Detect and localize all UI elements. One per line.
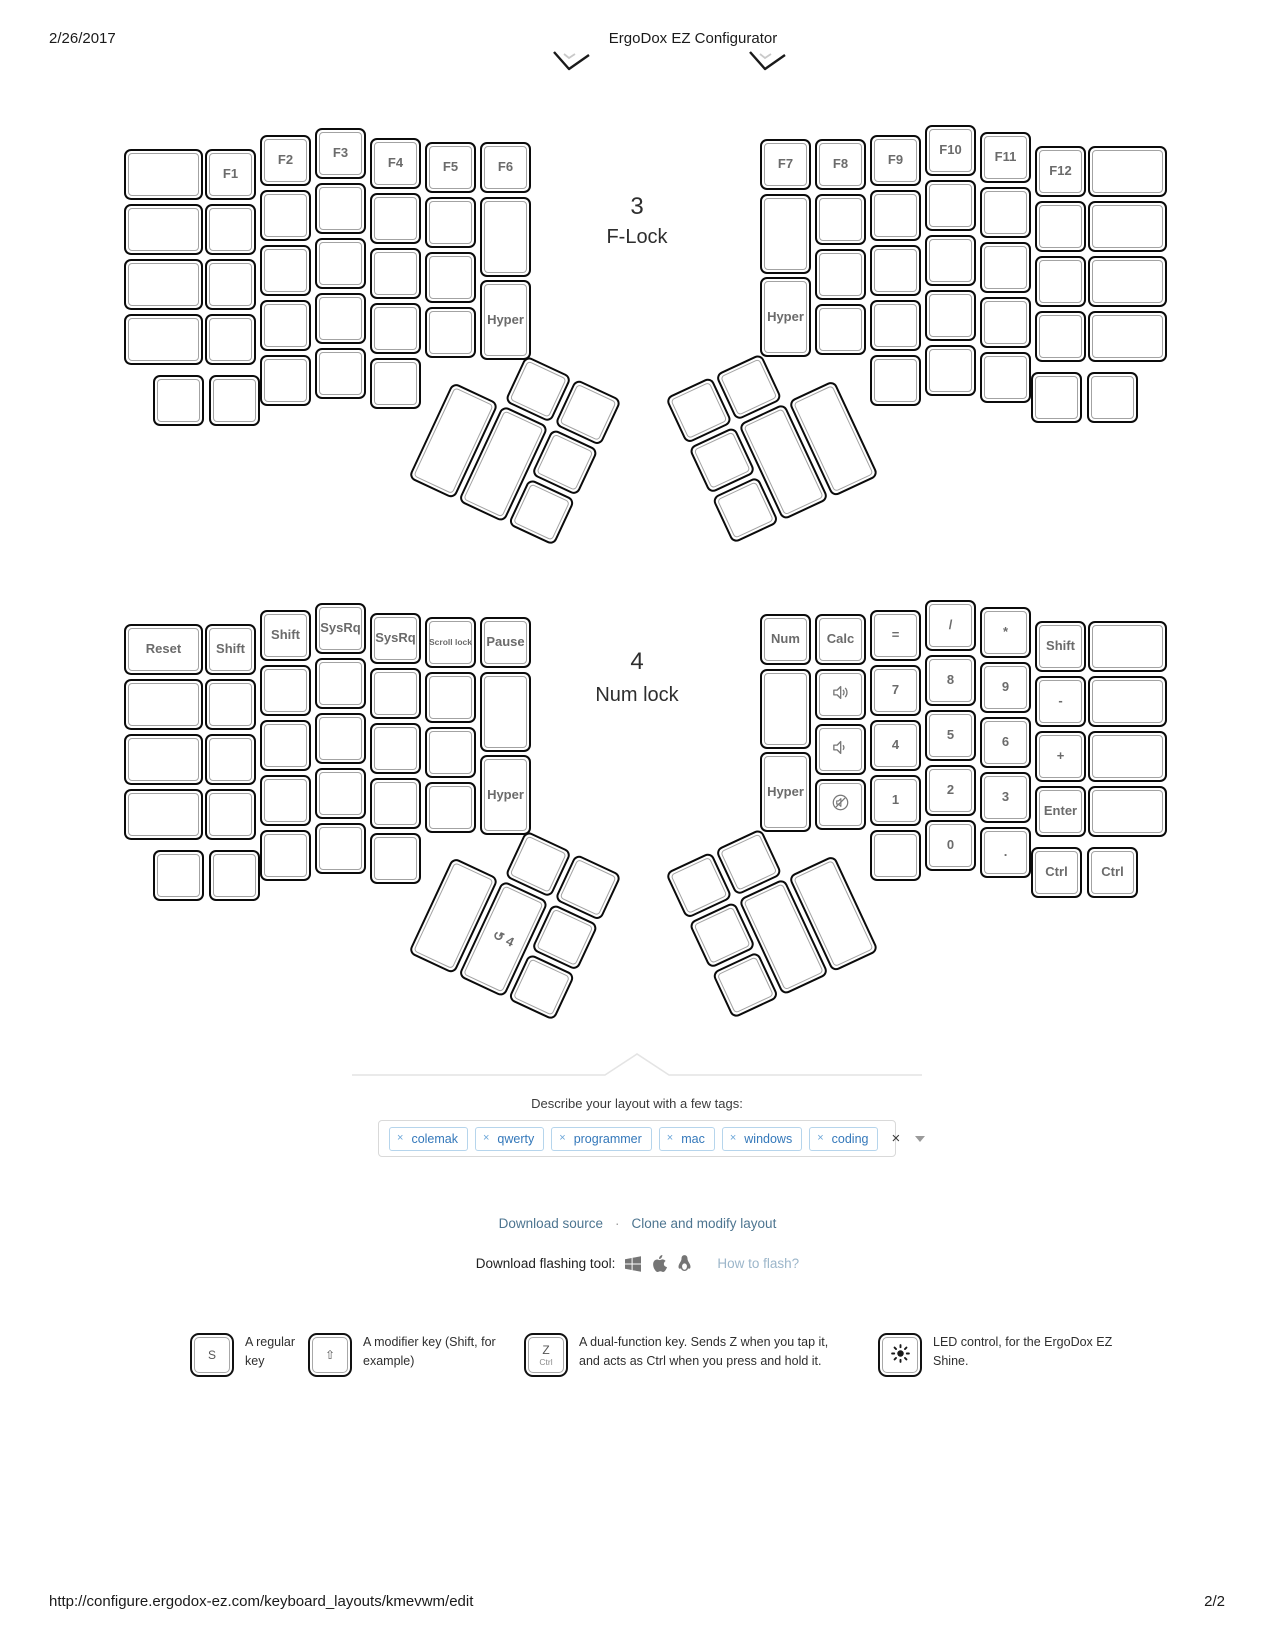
key[interactable]	[760, 139, 811, 190]
key[interactable]	[425, 252, 476, 303]
keycap-label: 3	[1001, 789, 1010, 805]
key[interactable]	[870, 190, 921, 241]
key[interactable]	[425, 727, 476, 778]
key[interactable]	[425, 197, 476, 248]
key[interactable]	[925, 125, 976, 176]
keycap-label: Reset	[145, 641, 182, 657]
keycap-label	[502, 463, 504, 464]
key[interactable]	[815, 194, 866, 245]
key[interactable]	[1035, 786, 1086, 837]
cutoff-key-outline-left	[552, 46, 592, 74]
key[interactable]	[480, 197, 531, 277]
tag-chip[interactable]	[659, 1127, 715, 1151]
key[interactable]	[925, 345, 976, 396]
tag-label: qwerty	[497, 1131, 535, 1146]
key[interactable]	[260, 355, 311, 406]
key[interactable]	[1087, 372, 1138, 423]
key[interactable]	[1088, 201, 1167, 252]
key[interactable]	[315, 603, 366, 654]
key[interactable]	[260, 665, 311, 716]
remove-tag-icon[interactable]: ×	[666, 1132, 674, 1144]
led-keycap	[878, 1333, 922, 1377]
key[interactable]	[425, 142, 476, 193]
keycap-label: ↺ 4	[490, 926, 517, 950]
key[interactable]	[315, 128, 366, 179]
keycap-label: F7	[777, 156, 794, 172]
keycap-label	[744, 985, 746, 986]
keycap-label: F3	[332, 145, 349, 161]
keycap-label: Shift	[271, 627, 300, 643]
remove-tag-icon[interactable]: ×	[397, 1132, 404, 1144]
key[interactable]	[315, 183, 366, 234]
key[interactable]	[980, 187, 1031, 238]
clear-tags-button[interactable]: ×	[891, 1130, 901, 1147]
legend-text: LED control, for the ErgoDox EZ Shine.	[933, 1335, 1113, 1368]
layer3-name: F-Lock	[606, 226, 668, 248]
keycap-label: F12	[1049, 163, 1072, 179]
tag-chip[interactable]	[389, 1127, 468, 1151]
tag-label: mac	[681, 1131, 705, 1146]
tag-chip[interactable]	[475, 1127, 544, 1151]
key[interactable]	[260, 775, 311, 826]
key[interactable]	[815, 304, 866, 355]
tag-list	[389, 1127, 878, 1151]
key[interactable]	[124, 679, 203, 730]
keycap-label: -	[1058, 693, 1063, 709]
keycap-label	[564, 937, 566, 938]
volume-down-icon	[830, 738, 851, 760]
key[interactable]	[315, 823, 366, 874]
keycap-label	[587, 412, 589, 413]
keycap-label: Hyper	[487, 786, 524, 802]
clone-layout-link[interactable]: Clone and modify layout	[631, 1216, 777, 1231]
keycap-label	[698, 885, 700, 886]
key[interactable]	[1035, 146, 1086, 197]
key[interactable]	[315, 768, 366, 819]
keycap-label	[541, 512, 543, 513]
keycap-label: F8	[832, 156, 849, 172]
key[interactable]	[870, 775, 921, 826]
key[interactable]	[980, 242, 1031, 293]
key[interactable]	[205, 734, 256, 785]
keycap-label: F1	[222, 166, 239, 182]
key[interactable]	[815, 614, 866, 665]
key[interactable]	[124, 314, 203, 365]
led-icon	[890, 1343, 911, 1367]
tag-label: colemak	[411, 1131, 458, 1146]
keycap-label	[833, 438, 835, 439]
key[interactable]	[315, 658, 366, 709]
key[interactable]	[870, 610, 921, 661]
key[interactable]	[260, 610, 311, 661]
keycap-label	[698, 410, 700, 411]
download-source-link[interactable]: Download source	[498, 1216, 603, 1231]
key[interactable]	[925, 180, 976, 231]
key[interactable]	[1035, 621, 1086, 672]
key[interactable]	[370, 138, 421, 189]
key[interactable]	[980, 607, 1031, 658]
key[interactable]	[260, 135, 311, 186]
header-date: 2/26/2017	[49, 30, 116, 47]
key[interactable]	[260, 830, 311, 881]
key[interactable]	[1088, 731, 1167, 782]
key[interactable]	[870, 720, 921, 771]
tag-chip[interactable]	[722, 1127, 802, 1151]
tag-label: programmer	[573, 1131, 642, 1146]
keycap-label: Shift	[1046, 638, 1075, 654]
tags-input[interactable]	[378, 1120, 901, 1157]
key[interactable]	[370, 778, 421, 829]
legend-modifier-key	[308, 1333, 518, 1377]
keycap-label: Shift	[216, 641, 245, 657]
key[interactable]	[980, 662, 1031, 713]
key[interactable]	[1088, 786, 1167, 837]
tag-label: windows	[744, 1131, 793, 1146]
key[interactable]	[124, 734, 203, 785]
key[interactable]	[980, 352, 1031, 403]
key[interactable]	[870, 830, 921, 881]
keycap-label: Hyper	[767, 783, 804, 799]
key[interactable]	[1035, 731, 1086, 782]
key[interactable]	[1031, 372, 1082, 423]
keycap-label: F4	[387, 155, 404, 171]
keycap-label: 9	[1001, 679, 1010, 695]
windows-icon[interactable]	[624, 1255, 642, 1273]
key[interactable]	[480, 672, 531, 752]
key[interactable]	[315, 348, 366, 399]
key[interactable]	[370, 613, 421, 664]
remove-tag-icon[interactable]: ×	[482, 1132, 490, 1144]
keycap-label: .	[1003, 844, 1008, 860]
keycap-label: Pause	[486, 634, 525, 650]
key[interactable]	[870, 355, 921, 406]
key[interactable]	[315, 293, 366, 344]
key[interactable]	[370, 303, 421, 354]
keycap-label	[537, 389, 539, 390]
keycap-label	[833, 913, 835, 914]
key[interactable]	[480, 617, 531, 668]
keycap-label	[783, 936, 785, 937]
key[interactable]	[260, 720, 311, 771]
keycap-label: SysRq	[375, 630, 416, 646]
key[interactable]	[370, 358, 421, 409]
keycap-label: +	[1056, 748, 1065, 764]
key[interactable]	[815, 724, 866, 775]
modifier-keycap	[308, 1333, 352, 1377]
key[interactable]	[1088, 256, 1167, 307]
key[interactable]	[425, 672, 476, 723]
key[interactable]	[1035, 256, 1086, 307]
key[interactable]	[980, 827, 1031, 878]
keycap-label: SysRq	[320, 620, 361, 636]
keycap-label: F9	[887, 152, 904, 168]
keycap-label: Hyper	[487, 311, 524, 327]
key[interactable]	[205, 149, 256, 200]
keycap-sublabel: Ctrl	[539, 1357, 553, 1367]
key[interactable]	[124, 149, 203, 200]
legend-regular-key	[190, 1333, 317, 1377]
keycap-label: Ctrl	[1101, 864, 1124, 880]
how-to-flash-link[interactable]: How to flash?	[717, 1256, 800, 1271]
key[interactable]	[1088, 676, 1167, 727]
tag-label: coding	[831, 1131, 869, 1146]
key[interactable]	[124, 624, 203, 675]
keycap-label	[587, 887, 589, 888]
dual-function-keycap	[524, 1333, 568, 1377]
key[interactable]	[925, 235, 976, 286]
layer4-number: 4	[630, 648, 644, 675]
key[interactable]	[124, 204, 203, 255]
key[interactable]	[1035, 201, 1086, 252]
keycap-label	[453, 440, 455, 441]
keycap-label: Calc	[826, 631, 855, 647]
key[interactable]	[260, 245, 311, 296]
layout-links	[0, 1216, 1275, 1231]
key[interactable]	[925, 290, 976, 341]
keycap-label	[721, 460, 723, 461]
layer3-number: 3	[630, 193, 644, 220]
keycap-label: 8	[946, 672, 955, 688]
key[interactable]	[205, 624, 256, 675]
key[interactable]	[370, 248, 421, 299]
tags-prompt: Describe your layout with a few tags:	[531, 1096, 743, 1111]
legend-text: A regular key	[245, 1335, 296, 1368]
key[interactable]	[153, 850, 204, 901]
keycap-label: Z	[542, 1343, 550, 1357]
keycap-label: F5	[442, 159, 459, 175]
keycap-label	[541, 987, 543, 988]
keycap-label: S	[207, 1348, 216, 1362]
footer-url: http://configure.ergodox-ez.com/keyboard_layouts/kmevwm/edit	[49, 1593, 474, 1610]
footer-page-number: 2/2	[1204, 1593, 1225, 1610]
keycap-label: Enter	[1043, 803, 1078, 819]
regular-keycap	[190, 1333, 234, 1377]
remove-tag-icon[interactable]: ×	[559, 1132, 566, 1144]
key[interactable]	[925, 710, 976, 761]
key[interactable]	[815, 249, 866, 300]
key[interactable]	[370, 723, 421, 774]
keycap-label: 0	[946, 837, 955, 853]
keycap-label: F10	[939, 142, 962, 158]
key[interactable]	[870, 135, 921, 186]
key[interactable]	[870, 245, 921, 296]
key[interactable]	[124, 789, 203, 840]
key[interactable]	[1087, 847, 1138, 898]
key[interactable]	[980, 772, 1031, 823]
key[interactable]	[925, 820, 976, 871]
key[interactable]	[1031, 847, 1082, 898]
keycap-label: =	[891, 627, 900, 643]
shift-arrow-icon: ⇧	[324, 1348, 336, 1362]
keycap-label: 6	[1001, 734, 1010, 750]
remove-tag-icon[interactable]: ×	[817, 1132, 824, 1144]
key[interactable]	[209, 375, 260, 426]
keycap-label: Ctrl	[1045, 864, 1068, 880]
keycap-label	[783, 461, 785, 462]
tag-chip[interactable]	[809, 1127, 878, 1151]
key[interactable]	[925, 600, 976, 651]
key[interactable]	[815, 139, 866, 190]
key[interactable]	[980, 132, 1031, 183]
keycap-label	[453, 915, 455, 916]
layer4-name: Num lock	[595, 684, 679, 706]
key[interactable]	[205, 259, 256, 310]
keycap-label	[721, 935, 723, 936]
keycap-label	[748, 862, 750, 863]
keycap-label: /	[948, 617, 953, 633]
keycap-label: 4	[891, 737, 900, 753]
keycap-label: F11	[994, 149, 1017, 165]
key[interactable]	[1035, 676, 1086, 727]
keycap-label: 7	[891, 682, 900, 698]
key[interactable]	[205, 204, 256, 255]
key[interactable]	[315, 238, 366, 289]
remove-tag-icon[interactable]: ×	[729, 1132, 737, 1144]
key[interactable]	[124, 259, 203, 310]
key[interactable]	[205, 789, 256, 840]
key[interactable]	[1035, 311, 1086, 362]
keycap-label: 5	[946, 727, 955, 743]
key[interactable]	[980, 297, 1031, 348]
key[interactable]	[260, 190, 311, 241]
key[interactable]	[760, 194, 811, 274]
keycap-label: Scroll lock	[429, 636, 472, 647]
chevron-down-icon[interactable]	[915, 1136, 925, 1142]
keycap-label: 2	[946, 782, 955, 798]
link-separator: ·	[614, 1216, 620, 1231]
keycap-label: 1	[891, 792, 900, 808]
key[interactable]	[205, 314, 256, 365]
key[interactable]	[315, 713, 366, 764]
keycap-label: *	[1002, 624, 1009, 640]
legend-led-key	[878, 1333, 1115, 1377]
volume-up-icon	[830, 683, 851, 705]
key[interactable]	[370, 668, 421, 719]
key[interactable]	[870, 665, 921, 716]
keycap-label: F6	[497, 159, 514, 175]
page-title: ErgoDox EZ Configurator	[608, 30, 778, 47]
key[interactable]	[425, 617, 476, 668]
flashing-tool-label: Download flashing tool:	[475, 1256, 616, 1271]
keycap-label	[564, 462, 566, 463]
legend-text: A modifier key (Shift, for example)	[363, 1335, 496, 1368]
keycap-label: F2	[277, 152, 294, 168]
keycap-label: Num	[771, 631, 800, 647]
key[interactable]	[870, 300, 921, 351]
key[interactable]	[1088, 311, 1167, 362]
key[interactable]	[815, 669, 866, 720]
key[interactable]	[925, 655, 976, 706]
keycap-label	[744, 510, 746, 511]
key[interactable]	[815, 779, 866, 830]
cutoff-key-outline-right	[748, 46, 788, 74]
key[interactable]	[205, 679, 256, 730]
key[interactable]	[1088, 621, 1167, 672]
key[interactable]	[209, 850, 260, 901]
key[interactable]	[1088, 146, 1167, 197]
key[interactable]	[480, 142, 531, 193]
legend-text: A dual-function key. Sends Z when you tap it, and acts as Ctrl when you press and hold it.	[579, 1335, 829, 1368]
key[interactable]	[370, 833, 421, 884]
key[interactable]	[760, 614, 811, 665]
key[interactable]	[260, 300, 311, 351]
key[interactable]	[980, 717, 1031, 768]
key[interactable]	[760, 669, 811, 749]
keycap-label	[748, 387, 750, 388]
key[interactable]	[925, 765, 976, 816]
keycap-label	[537, 864, 539, 865]
legend-dual-function-key	[524, 1333, 841, 1377]
key[interactable]	[370, 193, 421, 244]
key[interactable]	[153, 375, 204, 426]
linux-icon[interactable]	[677, 1254, 692, 1273]
section-divider	[352, 1048, 922, 1080]
apple-icon[interactable]	[651, 1254, 668, 1273]
flashing-tool-row	[0, 1254, 1275, 1273]
tag-chip[interactable]	[551, 1127, 652, 1151]
keycap-label: Hyper	[767, 308, 804, 324]
volume-mute-icon	[830, 793, 851, 815]
